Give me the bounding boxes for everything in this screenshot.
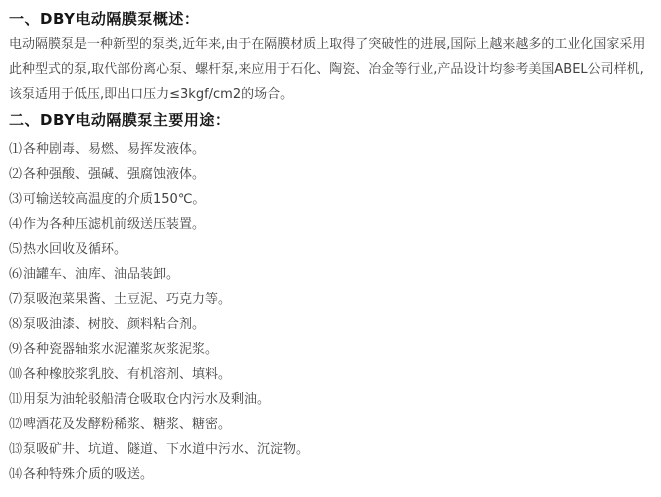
item-text: 用泵为油轮驳船清仓吸取仓内污水及剩油。 xyxy=(23,392,271,407)
item-marker: ⑵ xyxy=(9,167,23,182)
item-marker: ⑾ xyxy=(9,392,23,407)
item-marker: ⑺ xyxy=(9,292,23,307)
usage-item xyxy=(9,287,652,312)
overview-paragraph-line: 该泵适用于低压,即出口压力≤3kgf/cm2的场合。 xyxy=(9,87,294,102)
usage-item xyxy=(9,162,652,187)
usage-item xyxy=(9,462,652,487)
usage-item xyxy=(9,362,652,387)
overview-heading: 一、DBY电动隔膜泵概述： xyxy=(9,10,200,28)
usage-item xyxy=(9,237,652,262)
usage-heading: 二、DBY电动隔膜泵主要用途： xyxy=(9,111,231,129)
item-text: 可输送较高温度的介质150℃。 xyxy=(23,192,206,207)
item-text: 泵吸矿井、坑道、隧道、下水道中污水、沉淀物。 xyxy=(23,442,310,457)
item-marker: ⑹ xyxy=(9,267,23,282)
usage-item xyxy=(9,412,652,437)
item-marker: ⑼ xyxy=(9,342,23,357)
usage-item xyxy=(9,187,652,212)
item-text: 啤酒花及发酵粉稀浆、糖浆、糖密。 xyxy=(23,417,232,432)
item-text: 作为各种压滤机前级送压装置。 xyxy=(23,217,206,232)
item-marker: ⑽ xyxy=(9,367,23,382)
overview-paragraph xyxy=(9,32,652,107)
item-marker: ⑶ xyxy=(9,192,23,207)
item-marker: ⑴ xyxy=(9,142,23,157)
usage-item xyxy=(9,312,652,337)
usage-item xyxy=(9,212,652,237)
usage-item xyxy=(9,337,652,362)
usage-item xyxy=(9,387,652,412)
item-marker: ⒀ xyxy=(9,442,23,457)
usage-item xyxy=(9,137,652,162)
item-text: 各种强酸、强碱、强腐蚀液体。 xyxy=(23,167,206,182)
item-text: 各种橡胶浆乳胶、有机溶剂、填料。 xyxy=(23,367,232,382)
item-text: 泵吸泡菜果酱、土豆泥、巧克力等。 xyxy=(23,292,232,307)
item-text: 泵吸油漆、树胶、颜料粘合剂。 xyxy=(23,317,206,332)
item-text: 各种剧毒、易燃、易挥发液体。 xyxy=(23,142,206,157)
overview-paragraph-line: 电动隔膜泵是一种新型的泵类,近年来,由于在隔膜材质上取得了突破性的进展,国际上越来越多的工业化国家采用 xyxy=(9,37,646,52)
item-marker: ⑷ xyxy=(9,217,23,232)
item-text: 各种特殊介质的吸送。 xyxy=(23,467,154,482)
item-marker: ⑻ xyxy=(9,317,23,332)
item-text: 热水回收及循环。 xyxy=(23,242,128,257)
usage-item xyxy=(9,437,652,462)
usage-list xyxy=(9,137,652,487)
item-text: 油罐车、油库、油品装卸。 xyxy=(23,267,180,282)
overview-paragraph-line: 此种型式的泵,取代部份离心泵、螺杆泵,来应用于石化、陶瓷、冶金等行业,产品设计均参考美国ABEL公司样机, xyxy=(9,62,644,77)
item-marker: ⑸ xyxy=(9,242,23,257)
usage-item xyxy=(9,262,652,287)
item-text: 各种瓷器轴浆水泥灌浆灰浆泥浆。 xyxy=(23,342,219,357)
item-marker: ⑿ xyxy=(9,417,23,432)
item-marker: ⒁ xyxy=(9,467,23,482)
